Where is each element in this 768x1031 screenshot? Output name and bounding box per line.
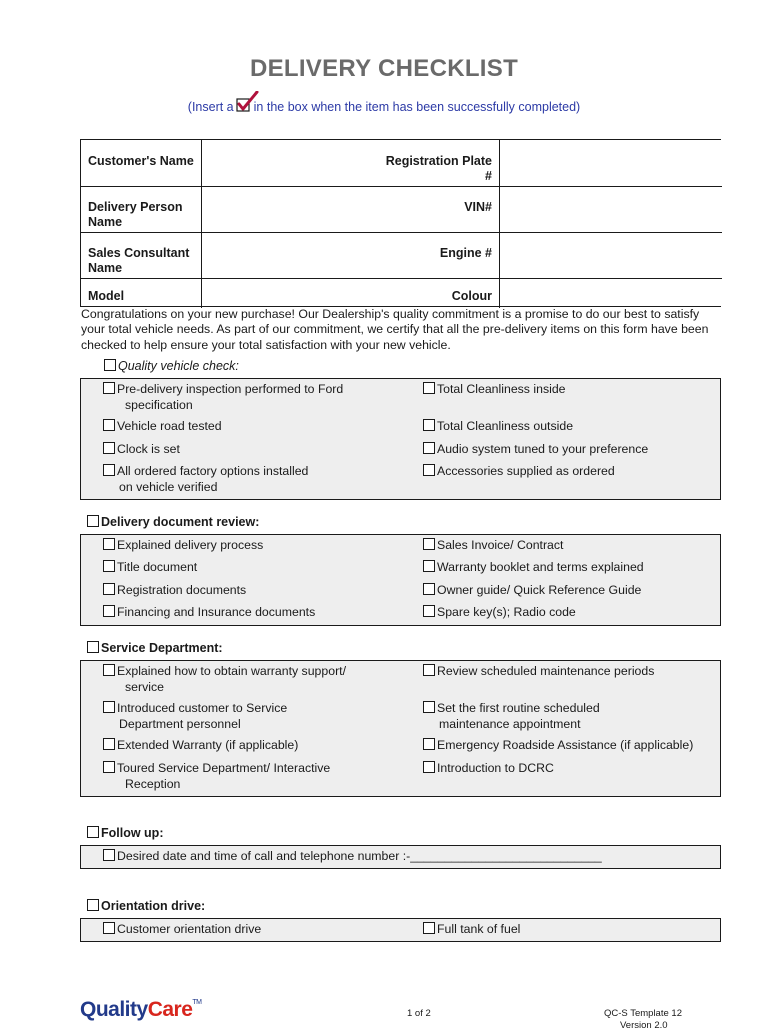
item-label: Registration documents	[117, 583, 247, 597]
checklist-item	[103, 419, 222, 435]
checkbox[interactable]	[423, 560, 435, 572]
checkbox[interactable]	[423, 583, 435, 595]
quality-section-heading	[104, 359, 239, 373]
checklist-item	[103, 738, 298, 754]
service-section-checkbox[interactable]	[87, 641, 99, 653]
item-label: Full tank of fuel	[437, 922, 521, 936]
checklist-item	[103, 464, 308, 495]
orientation-heading	[87, 899, 205, 913]
checklist-item	[103, 849, 602, 865]
item-label: Sales Invoice/ Contract	[437, 538, 564, 552]
item-label: Spare key(s); Radio code	[437, 605, 576, 619]
checklist-item	[423, 382, 566, 398]
item-label: Introduction to DCRC	[437, 761, 554, 775]
orientation-section-checkbox[interactable]	[87, 899, 99, 911]
checkbox[interactable]	[103, 464, 115, 476]
item-label: Warranty booklet and terms explained	[437, 560, 644, 574]
delivery-docs-heading	[87, 515, 259, 529]
customers-name-label: Customer's Name	[88, 154, 194, 168]
checkbox[interactable]	[103, 419, 115, 431]
checkbox[interactable]	[423, 538, 435, 550]
item-label-cont: service	[125, 679, 164, 694]
follow-up-heading-text: Follow up:	[101, 826, 164, 840]
checkbox[interactable]	[423, 382, 435, 394]
checklist-item	[423, 538, 563, 554]
checklist-item	[423, 664, 654, 680]
model-label: Model	[88, 289, 125, 303]
checkbox[interactable]	[423, 922, 435, 934]
checkbox[interactable]	[103, 560, 115, 572]
checklist-item	[103, 701, 287, 732]
registration-plate-label: Registration Plate #	[385, 154, 492, 183]
checkbox[interactable]	[103, 442, 115, 454]
checklist-item	[423, 922, 520, 938]
engine-label: Engine #	[439, 246, 492, 260]
instruction-before: (Insert a	[187, 100, 234, 114]
item-label: All ordered factory options installed	[117, 464, 309, 478]
delivery-docs-heading-text: Delivery document review:	[101, 515, 260, 529]
checklist-item	[423, 560, 644, 576]
item-label: Introduced customer to Service	[117, 701, 288, 715]
item-label-cont: Department personnel	[119, 716, 241, 731]
checklist-item	[423, 442, 648, 458]
checkbox[interactable]	[103, 583, 115, 595]
page-title: DELIVERY CHECKLIST	[249, 55, 519, 82]
registration-plate-field[interactable]	[500, 140, 722, 186]
logo-quality-text: Quality	[80, 998, 148, 1021]
item-label: Accessories supplied as ordered	[437, 464, 615, 478]
checkbox[interactable]	[423, 738, 435, 750]
vin-field[interactable]	[500, 186, 722, 232]
checkbox[interactable]	[103, 701, 115, 713]
intro-paragraph: Congratulations on your new purchase! Our Dealership's quality commitment is a promise to do our best to satisfy your total vehicle needs. As part of our commitment, we certify that all the pre-delivery items on this form have been checked to help ensure your total satisfaction with your new vehicle.	[81, 307, 709, 352]
item-label-cont: specification	[125, 397, 193, 412]
item-label: Financing and Insurance documents	[117, 605, 316, 619]
checklist-item	[103, 664, 346, 695]
instruction-line	[0, 99, 768, 114]
checkbox[interactable]	[423, 664, 435, 676]
delivery-docs-panel	[80, 534, 721, 626]
orientation-panel	[80, 918, 721, 942]
checkbox[interactable]	[103, 605, 115, 617]
item-label: Extended Warranty (if applicable)	[117, 738, 299, 752]
checkbox[interactable]	[423, 605, 435, 617]
item-label: Clock is set	[117, 442, 180, 456]
delivery-person-name-label: Delivery Person Name	[88, 200, 183, 229]
item-label: Review scheduled maintenance periods	[437, 664, 655, 678]
vin-label: VIN#	[464, 200, 492, 214]
engine-field[interactable]	[500, 232, 722, 278]
quality-section-checkbox[interactable]	[104, 359, 116, 371]
checkbox[interactable]	[423, 464, 435, 476]
checklist-item	[423, 605, 576, 621]
item-label: Vehicle road tested	[117, 419, 222, 433]
checkbox[interactable]	[423, 761, 435, 773]
quality-heading-text: Quality vehicle check:	[118, 359, 239, 373]
sales-consultant-name-label: Sales Consultant Name	[88, 246, 190, 275]
service-panel	[80, 660, 721, 797]
service-heading	[87, 641, 223, 655]
item-label: Total Cleanliness outside	[437, 419, 574, 433]
item-label: Title document	[117, 560, 198, 574]
item-label: Emergency Roadside Assistance (if applicable)	[437, 738, 694, 752]
customer-info-table	[80, 139, 721, 307]
checkbox[interactable]	[103, 538, 115, 550]
checklist-item	[423, 419, 573, 435]
follow-up-heading	[87, 826, 163, 840]
checklist-item	[423, 738, 693, 754]
checklist-item	[103, 922, 261, 938]
checkbox[interactable]	[103, 922, 115, 934]
colour-field[interactable]	[500, 278, 722, 308]
checkbox[interactable]	[103, 738, 115, 750]
page-number: 1 of 2	[407, 1008, 431, 1019]
checklist-item	[103, 583, 246, 599]
follow-up-panel	[80, 845, 721, 869]
checkmark-icon	[237, 99, 251, 112]
checklist-item	[423, 583, 641, 599]
item-label-cont: Reception	[125, 776, 181, 791]
checklist-item	[103, 605, 315, 621]
checklist-item	[423, 761, 554, 777]
checkbox[interactable]	[103, 382, 115, 394]
colour-label: Colour	[451, 289, 492, 303]
checkbox[interactable]	[103, 761, 115, 773]
item-label: Owner guide/ Quick Reference Guide	[437, 583, 642, 597]
item-label: Set the first routine scheduled	[437, 701, 600, 715]
qualitycare-logo	[80, 998, 202, 1022]
template-id: QC-S Template 12	[604, 1008, 682, 1019]
follow-up-section-checkbox[interactable]	[87, 826, 99, 838]
checkbox[interactable]	[423, 419, 435, 431]
version-text: Version 2.0	[620, 1020, 668, 1031]
checklist-item	[423, 701, 600, 732]
logo-care-text: Care	[147, 998, 193, 1021]
item-label: Explained delivery process	[117, 538, 264, 552]
service-heading-text: Service Department:	[101, 641, 223, 655]
item-label: Desired date and time of call and telephone number :-____________________________	[117, 849, 602, 863]
checklist-item	[423, 464, 615, 480]
item-label-cont: maintenance appointment	[439, 716, 581, 731]
item-label: Total Cleanliness inside	[437, 382, 566, 396]
delivery-docs-section-checkbox[interactable]	[87, 515, 99, 527]
checkbox[interactable]	[423, 701, 435, 713]
item-label-cont: on vehicle verified	[119, 479, 218, 494]
checklist-item	[103, 538, 263, 554]
quality-panel	[80, 378, 721, 500]
checkbox[interactable]	[423, 442, 435, 454]
checklist-item	[103, 442, 180, 458]
item-label: Pre-delivery inspection performed to Ford	[117, 382, 344, 396]
checkbox[interactable]	[103, 664, 115, 676]
checklist-item	[103, 560, 197, 576]
checklist-item	[103, 382, 343, 413]
orientation-heading-text: Orientation drive:	[101, 899, 206, 913]
checklist-item	[103, 761, 330, 792]
instruction-after: in the box when the item has been successfully completed)	[253, 100, 581, 114]
item-label: Audio system tuned to your preference	[437, 442, 649, 456]
checkbox[interactable]	[103, 849, 115, 861]
item-label: Customer orientation drive	[117, 922, 262, 936]
logo-trademark: TM	[192, 999, 202, 1006]
item-label: Toured Service Department/ Interactive	[117, 761, 331, 775]
item-label: Explained how to obtain warranty support/	[117, 664, 346, 678]
